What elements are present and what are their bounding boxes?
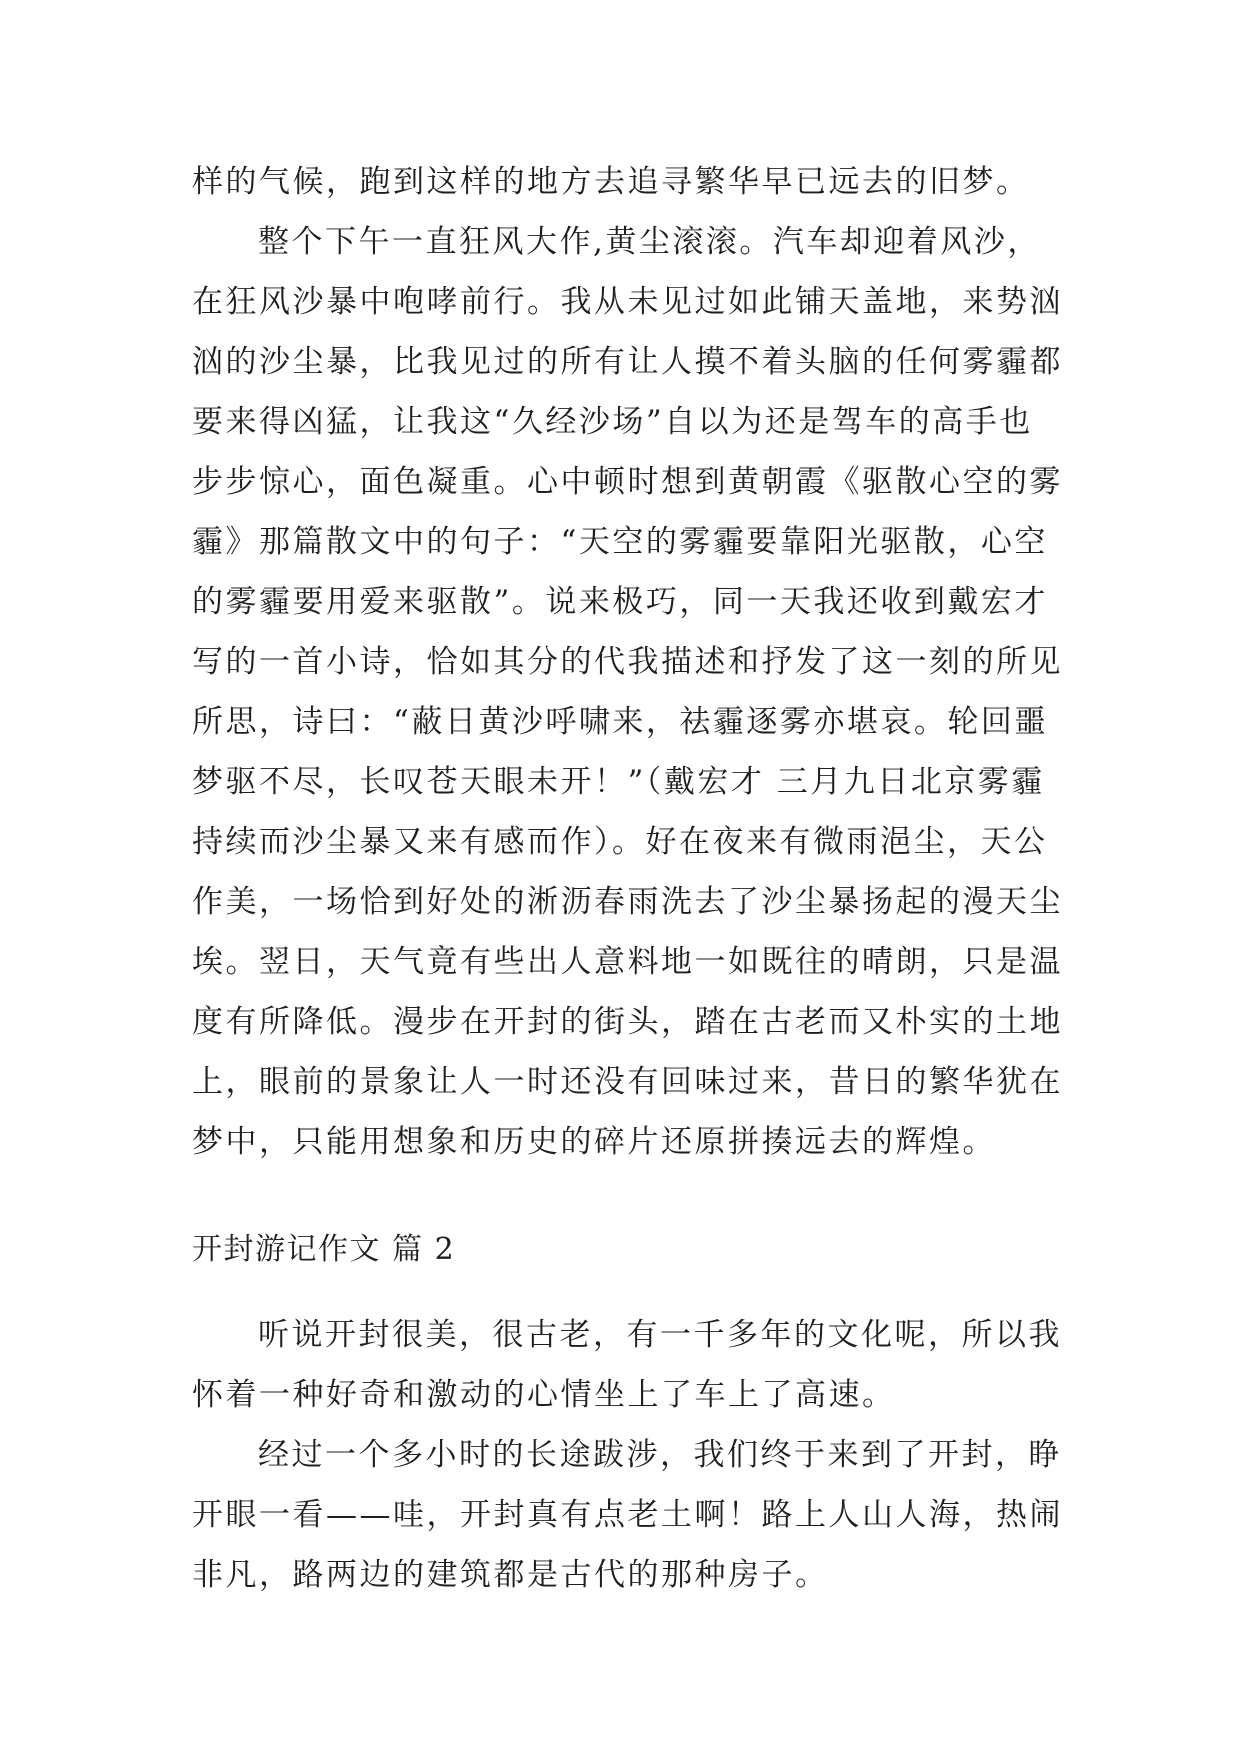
paragraph-line: 在狂风沙暴中咆哮前行。我从未见过如此铺天盖地，来势汹 [192, 284, 1063, 320]
paragraph-line: 上，眼前的景象让人一时还没有回味过来，昔日的繁华犹在 [192, 1064, 1063, 1100]
paragraph-line: 所思，诗曰：“蔽日黄沙呼啸来，祛霾逐雾亦堪哀。轮回噩 [192, 704, 1048, 740]
essay-2-body [192, 1305, 1063, 1605]
paragraph-line: 作美，一场恰到好处的淅沥春雨洗去了沙尘暴扬起的漫天尘 [192, 884, 1063, 920]
paragraph-line: 步步惊心，面色凝重。心中顿时想到黄朝霞《驱散心空的雾 [192, 464, 1063, 500]
paragraph-line: 样的气候，跑到这样的地方去追寻繁华早已远去的旧梦。 [192, 164, 1030, 200]
section-heading: 开封游记作文 篇 2 [192, 1232, 456, 1267]
paragraph-line: 梦中，只能用想象和历史的碎片还原拼揍远去的辉煌。 [192, 1124, 996, 1160]
paragraph-line: 埃。翌日，天气竟有些出人意料地一如既往的晴朗，只是温 [192, 944, 1063, 980]
paragraph-line: 度有所降低。漫步在开封的街头，踏在古老而又朴实的土地 [192, 1004, 1063, 1040]
paragraph-line: 的雾霾要用爱来驱散”。说来极巧，同一天我还收到戴宏才 [192, 584, 1048, 620]
paragraph-line: 要来得凶猛，让我这“久经沙场”自以为还是驾车的高手也 [192, 404, 1033, 440]
paragraph-line: 梦驱不尽，长叹苍天眼未开！”（戴宏才 三月九日北京雾霾 [192, 764, 1045, 800]
paragraph-line: 经过一个多小时的长途跋涉，我们终于来到了开封，睁 [258, 1437, 1062, 1473]
paragraph-line: 非凡，路两边的建筑都是古代的那种房子。 [192, 1557, 829, 1593]
paragraph-line: 写的一首小诗，恰如其分的代我描述和抒发了这一刻的所见 [192, 644, 1063, 680]
paragraph-line: 持续而沙尘暴又来有感而作）。好在夜来有微雨浥尘，天公 [192, 824, 1048, 860]
paragraph-line: 听说开封很美，很古老，有一千多年的文化呢，所以我 [258, 1317, 1062, 1353]
paragraph-line: 汹的沙尘暴，比我见过的所有让人摸不着头脑的任何雾霾都 [192, 344, 1063, 380]
paragraph-line: 整个下午一直狂风大作,黄尘滚滚。汽车却迎着风沙， [258, 224, 1041, 260]
essay-1-body [192, 152, 1063, 1172]
paragraph-line: 霾》那篇散文中的句子：“天空的雾霾要靠阳光驱散，心空 [192, 524, 1048, 560]
paragraph-line: 开眼一看——哇，开封真有点老土啊！路上人山人海，热闹 [192, 1497, 1063, 1533]
paragraph-line: 怀着一种好奇和激动的心情坐上了车上了高速。 [192, 1377, 896, 1413]
